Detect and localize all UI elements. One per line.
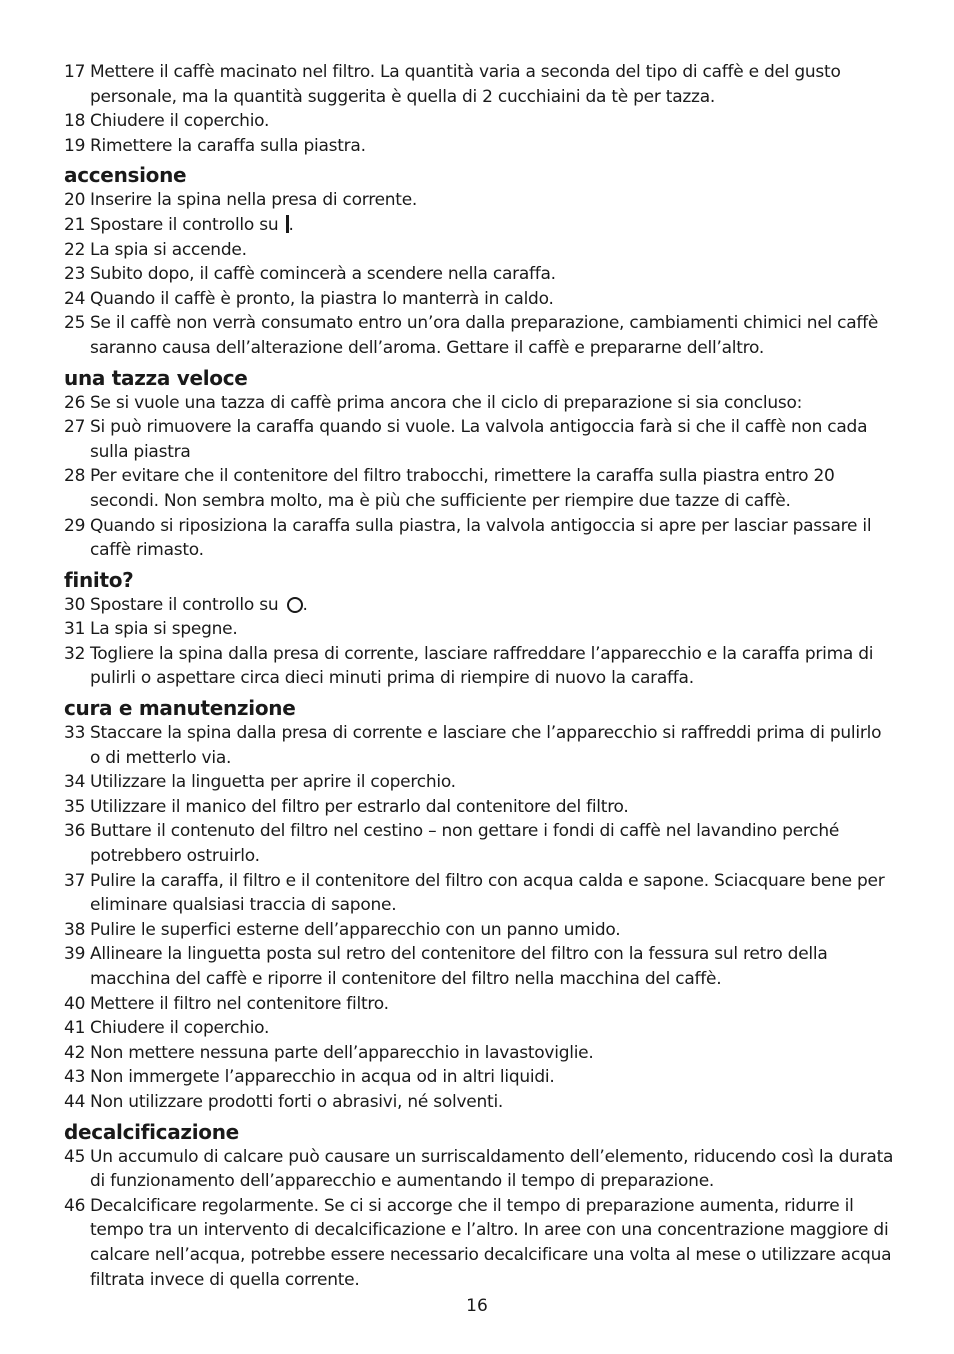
item-number: 18 bbox=[64, 111, 86, 132]
item-body bbox=[90, 1016, 894, 1041]
item-number: 31 bbox=[64, 619, 86, 640]
item-body bbox=[90, 1145, 894, 1194]
item-text: Non immergete l’apparecchio in acqua od in altri liquidi. bbox=[90, 1067, 555, 1088]
item-text: Non mettere nessuna parte dell’apparecchio in lavastoviglie. bbox=[90, 1042, 594, 1063]
list-item bbox=[64, 1016, 894, 1041]
item-text: Non utilizzare prodotti forti o abrasivi, né solventi. bbox=[90, 1091, 504, 1112]
item-number: 46 bbox=[64, 1195, 86, 1216]
item-text: Pulire la caraffa, il filtro e il contenitore del filtro con acqua calda e sapone. Sciacquare bene per eliminare qualsiasi traccia di sapone. bbox=[90, 870, 885, 916]
list-item bbox=[64, 770, 894, 795]
list-item bbox=[64, 721, 894, 770]
list-item bbox=[64, 992, 894, 1017]
list-item bbox=[64, 464, 894, 513]
item-number: 22 bbox=[64, 239, 86, 260]
item-number: 35 bbox=[64, 796, 86, 817]
item-number: 43 bbox=[64, 1067, 86, 1088]
list-item bbox=[64, 109, 894, 134]
document-body bbox=[64, 60, 894, 1292]
item-text: Quando il caffè è pronto, la piastra lo manterrà in caldo. bbox=[90, 288, 554, 309]
item-text: Rimettere la caraffa sulla piastra. bbox=[90, 135, 366, 156]
list-item bbox=[64, 213, 894, 238]
item-text: Se si vuole una tazza di caffè prima ancora che il ciclo di preparazione si sia concluso: bbox=[90, 392, 803, 413]
item-number: 40 bbox=[64, 993, 86, 1014]
item-body bbox=[90, 134, 894, 159]
item-number: 37 bbox=[64, 870, 86, 891]
item-body bbox=[90, 770, 894, 795]
item-text-suffix: . bbox=[302, 594, 308, 615]
item-text: Allineare la linguetta posta sul retro del contenitore del filtro con la fessura sul retro della macchina del caffè e riporre il contenitore del filtro nella macchina del caffè. bbox=[90, 944, 828, 989]
list-item bbox=[64, 942, 894, 991]
item-body bbox=[90, 391, 894, 416]
item-text: Decalcificare regolarmente. Se ci si accorge che il tempo di preparazione aumenta, ridurre il tempo tra un intervento di decalcificazione e l’altro. In aree con una concentrazione maggiore di calcare nell’acqua, potrebbe essere necessario decalcificare una volta al mese o utilizzare acqua filtrata invece di quella corrente. bbox=[90, 1195, 892, 1290]
list-item bbox=[64, 869, 894, 918]
list-item bbox=[64, 642, 894, 691]
item-body bbox=[90, 1065, 894, 1090]
item-body bbox=[90, 642, 894, 691]
item-number: 17 bbox=[64, 62, 86, 82]
item-number: 44 bbox=[64, 1091, 86, 1112]
list-item bbox=[64, 1194, 894, 1292]
item-text: Mettere il caffè macinato nel filtro. La quantità varia a seconda del tipo di caffè e del gusto personale, ma la quantità suggerita è quella di 2 cucchiaini da tè per tazza. bbox=[90, 62, 841, 107]
list-item bbox=[64, 1090, 894, 1115]
list-item bbox=[64, 238, 894, 263]
list-item bbox=[64, 134, 894, 159]
item-body bbox=[90, 109, 894, 134]
item-body bbox=[90, 721, 894, 770]
item-text: Se il caffè non verrà consumato entro un’ora dalla preparazione, cambiamenti chimici nel caffè saranno causa dell’alterazione dell’aroma. Gettare il caffè e prepararne dell’altro. bbox=[90, 313, 879, 358]
item-body bbox=[90, 188, 894, 213]
item-text: Un accumulo di calcare può causare un surriscaldamento dell’elemento, riducendo così la durata di funzionamento dell’apparecchio e aumentando il tempo di preparazione. bbox=[90, 1146, 894, 1192]
section bbox=[64, 365, 894, 563]
item-text: Subito dopo, il caffè comincerà a scendere nella caraffa. bbox=[90, 264, 556, 285]
page-number: 16 bbox=[466, 1296, 488, 1316]
list-item bbox=[64, 391, 894, 416]
list-item bbox=[64, 795, 894, 820]
item-body bbox=[90, 262, 894, 287]
off-circle-icon bbox=[287, 597, 303, 613]
item-text: Chiudere il coperchio. bbox=[90, 1018, 270, 1039]
item-text: La spia si accende. bbox=[90, 239, 247, 260]
section bbox=[64, 695, 894, 1115]
item-body bbox=[90, 942, 894, 991]
item-body bbox=[90, 1090, 894, 1115]
item-number: 42 bbox=[64, 1042, 86, 1063]
item-body bbox=[90, 60, 894, 109]
item-number: 20 bbox=[64, 190, 86, 211]
section-heading: cura e manutenzione bbox=[64, 696, 296, 721]
item-text: Si può rimuovere la caraffa quando si vuole. La valvola antigoccia farà si che il caffè non cada sulla piastra bbox=[90, 417, 868, 462]
list-item bbox=[64, 60, 894, 109]
list-item bbox=[64, 1065, 894, 1090]
list-item bbox=[64, 918, 894, 943]
section bbox=[64, 162, 894, 360]
list-item bbox=[64, 617, 894, 642]
item-body bbox=[90, 918, 894, 943]
item-number: 38 bbox=[64, 919, 86, 940]
item-body bbox=[90, 869, 894, 918]
section bbox=[64, 567, 894, 691]
item-text: Utilizzare il manico del filtro per estrarlo dal contenitore del filtro. bbox=[90, 796, 629, 817]
item-body bbox=[90, 1041, 894, 1066]
item-text: Chiudere il coperchio. bbox=[90, 111, 270, 132]
list-item bbox=[64, 415, 894, 464]
list-item bbox=[64, 514, 894, 563]
item-body bbox=[90, 819, 894, 868]
item-body bbox=[90, 287, 894, 312]
list-item bbox=[64, 262, 894, 287]
item-text: Inserire la spina nella presa di corrente. bbox=[90, 190, 418, 211]
item-text: Spostare il controllo su bbox=[90, 214, 284, 235]
item-text: Staccare la spina dalla presa di corrente e lasciare che l’apparecchio si raffreddi prima di pulirlo o di metterlo via. bbox=[90, 723, 882, 768]
item-number: 28 bbox=[64, 466, 86, 487]
item-body bbox=[90, 311, 894, 360]
item-number: 41 bbox=[64, 1018, 86, 1039]
section-heading: accensione bbox=[64, 163, 187, 188]
item-number: 21 bbox=[64, 214, 86, 235]
section-heading: una tazza veloce bbox=[64, 365, 248, 390]
list-item bbox=[64, 819, 894, 868]
item-body bbox=[90, 213, 894, 238]
item-body bbox=[90, 514, 894, 563]
list-item bbox=[64, 311, 894, 360]
item-number: 26 bbox=[64, 392, 86, 413]
item-number: 45 bbox=[64, 1146, 86, 1167]
item-body bbox=[90, 464, 894, 513]
item-text: Togliere la spina dalla presa di corrente, lasciare raffreddare l’apparecchio e la caraffa prima di pulirli o aspettare circa dieci minuti prima di riempire di nuovo la caraffa. bbox=[90, 643, 874, 689]
list-item bbox=[64, 593, 894, 618]
item-number: 30 bbox=[64, 594, 86, 615]
item-text: Quando si riposiziona la caraffa sulla piastra, la valvola antigoccia si apre per lasciar passare il caffè rimasto. bbox=[90, 515, 872, 561]
item-body bbox=[90, 593, 894, 618]
section-heading: decalcificazione bbox=[64, 1119, 239, 1144]
item-text: Spostare il controllo su bbox=[90, 594, 284, 615]
item-number: 29 bbox=[64, 515, 86, 536]
item-text: Per evitare che il contenitore del filtro trabocchi, rimettere la caraffa sulla piastra entro 20 secondi. Non sembra molto, ma è più che sufficiente per riempire due tazze di caffè. bbox=[90, 466, 835, 511]
item-body bbox=[90, 415, 894, 464]
item-number: 32 bbox=[64, 643, 86, 664]
item-number: 19 bbox=[64, 135, 86, 156]
list-item bbox=[64, 188, 894, 213]
item-text: La spia si spegne. bbox=[90, 619, 238, 640]
item-number: 39 bbox=[64, 944, 86, 965]
item-text: Buttare il contenuto del filtro nel cestino – non gettare i fondi di caffè nel lavandino perché potrebbero ostruirlo. bbox=[90, 821, 840, 867]
item-body bbox=[90, 238, 894, 263]
section bbox=[64, 1119, 894, 1293]
list-item bbox=[64, 1145, 894, 1194]
section bbox=[64, 60, 894, 158]
item-text: Utilizzare la linguetta per aprire il coperchio. bbox=[90, 772, 456, 793]
item-text-suffix: . bbox=[288, 214, 294, 235]
item-number: 34 bbox=[64, 772, 86, 793]
section-heading: finito? bbox=[64, 567, 134, 592]
item-number: 24 bbox=[64, 288, 86, 309]
item-number: 27 bbox=[64, 417, 86, 438]
list-item bbox=[64, 1041, 894, 1066]
item-body bbox=[90, 992, 894, 1017]
item-text: Pulire le superfici esterne dell’apparecchio con un panno umido. bbox=[90, 919, 621, 940]
item-text: Mettere il filtro nel contenitore filtro. bbox=[90, 993, 389, 1014]
item-body bbox=[90, 795, 894, 820]
item-number: 23 bbox=[64, 264, 86, 285]
item-body bbox=[90, 1194, 894, 1292]
list-item bbox=[64, 287, 894, 312]
item-number: 25 bbox=[64, 313, 86, 334]
item-number: 33 bbox=[64, 723, 86, 744]
item-number: 36 bbox=[64, 821, 86, 842]
item-body bbox=[90, 617, 894, 642]
